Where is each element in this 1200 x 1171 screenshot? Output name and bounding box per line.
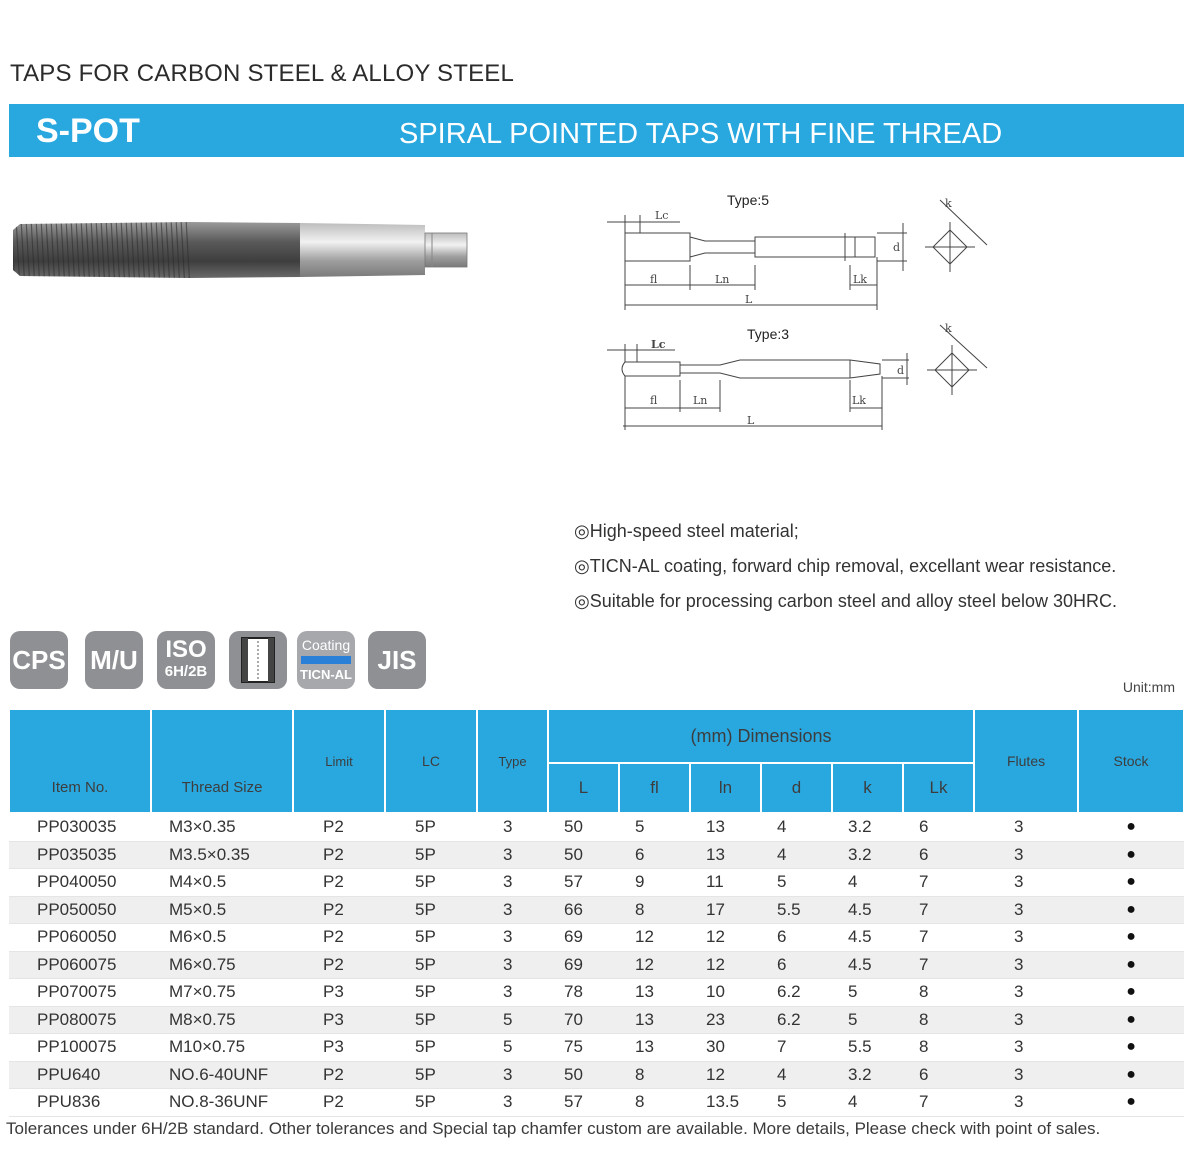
cell-ln: 11 [690,869,761,897]
cell-stock: ● [1078,841,1184,869]
table-row [9,924,1184,952]
cell-lk: 7 [903,1089,974,1117]
cell-k: 5 [832,979,903,1007]
cell-l: 66 [548,896,619,924]
col-flutes: Flutes [974,709,1078,813]
cell-ln: 13.5 [690,1089,761,1117]
cell-d: 4 [761,1061,832,1089]
cell-limit: P2 [293,951,385,979]
cell-lc: 5P [385,924,477,952]
spec-table [8,708,1185,1117]
cell-fl: 13 [619,1034,690,1062]
type5-label-l: L [745,293,753,306]
cell-l: 50 [548,841,619,869]
cell-flutes: 3 [974,841,1078,869]
cell-fl: 8 [619,896,690,924]
cell-l: 69 [548,951,619,979]
table-row [9,813,1184,841]
cell-stock: ● [1078,979,1184,1007]
table-row [9,896,1184,924]
cps-badge: CPS [10,631,68,689]
cell-flutes: 3 [974,869,1078,897]
type3-label-lc: Lc [651,338,666,351]
cell-stock: ● [1078,1061,1184,1089]
cell-lk: 8 [903,1034,974,1062]
cell-item-no: PP050050 [9,896,151,924]
cell-thread-size: NO.8-36UNF [151,1089,293,1117]
cell-fl: 13 [619,1006,690,1034]
col-type: Type [477,709,548,813]
type3-label-k: k [945,322,952,335]
cell-thread-size: M7×0.75 [151,979,293,1007]
cell-d: 4 [761,813,832,841]
type3-title: Type:3 [747,326,790,342]
table-row [9,1089,1184,1117]
cell-lk: 6 [903,841,974,869]
cell-limit: P2 [293,924,385,952]
flute-icon [229,631,287,689]
category-heading: TAPS FOR CARBON STEEL & ALLOY STEEL [10,60,515,87]
cell-thread-size: M3.5×0.35 [151,841,293,869]
cell-lk: 7 [903,896,974,924]
cell-thread-size: M6×0.75 [151,951,293,979]
cell-limit: P2 [293,1089,385,1117]
iso-badge-top: ISO [165,636,207,663]
type3-label-lk: Lk [852,394,866,407]
cell-d: 4 [761,841,832,869]
cell-fl: 8 [619,1089,690,1117]
type3-label-l: L [747,414,755,427]
product-code: S-POT [36,112,140,150]
cell-thread-size: M3×0.35 [151,813,293,841]
cell-l: 57 [548,1089,619,1117]
type5-title: Type:5 [727,192,770,208]
cell-limit: P3 [293,979,385,1007]
cell-k: 3.2 [832,841,903,869]
cell-k: 4 [832,1089,903,1117]
cell-item-no: PPU640 [9,1061,151,1089]
cell-fl: 6 [619,841,690,869]
cell-k: 5.5 [832,1034,903,1062]
cell-thread-size: M8×0.75 [151,1006,293,1034]
col-stock: Stock [1078,709,1184,813]
cell-l: 70 [548,1006,619,1034]
cell-item-no: PP100075 [9,1034,151,1062]
cell-flutes: 3 [974,951,1078,979]
cell-lk: 6 [903,813,974,841]
cell-type: 5 [477,1006,548,1034]
cell-flutes: 3 [974,1006,1078,1034]
type3-diagram [595,320,995,435]
feature-material: ◎High-speed steel material; [574,521,799,541]
feature-application: ◎Suitable for processing carbon steel and alloy steel below 30HRC. [574,591,1117,611]
cell-stock: ● [1078,869,1184,897]
cell-l: 75 [548,1034,619,1062]
col-limit: Limit [293,709,385,813]
cell-ln: 13 [690,841,761,869]
cell-lc: 5P [385,1006,477,1034]
cell-lc: 5P [385,1061,477,1089]
cell-type: 3 [477,869,548,897]
cell-lc: 5P [385,869,477,897]
cell-d: 5 [761,1089,832,1117]
cell-stock: ● [1078,1034,1184,1062]
cell-d: 6.2 [761,979,832,1007]
cell-fl: 5 [619,813,690,841]
cell-item-no: PP060050 [9,924,151,952]
table-row [9,1006,1184,1034]
type5-label-fl: fl [650,273,658,286]
cell-ln: 30 [690,1034,761,1062]
type3-label-ln: Ln [693,394,708,407]
type3-label-d: d [897,364,905,377]
col-dim-l: L [548,763,619,813]
cell-fl: 13 [619,979,690,1007]
cell-lc: 5P [385,841,477,869]
type5-diagram [595,185,995,315]
cell-stock: ● [1078,1089,1184,1117]
cell-lc: 5P [385,813,477,841]
cell-stock: ● [1078,813,1184,841]
cell-ln: 17 [690,896,761,924]
table-row [9,951,1184,979]
cell-item-no: PP030035 [9,813,151,841]
col-dim-fl: fl [619,763,690,813]
cell-thread-size: M5×0.5 [151,896,293,924]
cell-type: 3 [477,979,548,1007]
cell-item-no: PP060075 [9,951,151,979]
cell-stock: ● [1078,896,1184,924]
cell-d: 6 [761,924,832,952]
cell-item-no: PP035035 [9,841,151,869]
cell-d: 6 [761,951,832,979]
cell-k: 4.5 [832,924,903,952]
cell-stock: ● [1078,951,1184,979]
col-dim-k: k [832,763,903,813]
type5-label-ln: Ln [715,273,730,286]
mu-badge: M/U [85,631,143,689]
cell-k: 4.5 [832,896,903,924]
col-item-no: Item No. [9,709,151,813]
cell-lk: 6 [903,1061,974,1089]
table-row [9,979,1184,1007]
cell-l: 57 [548,869,619,897]
feature-coating: ◎TICN-AL coating, forward chip removal, excellant wear resistance. [574,556,1117,576]
table-row [9,841,1184,869]
cell-k: 3.2 [832,813,903,841]
cell-lk: 8 [903,979,974,1007]
cell-type: 5 [477,1034,548,1062]
cell-stock: ● [1078,1006,1184,1034]
coating-badge [297,631,355,689]
type3-label-fl: fl [650,394,658,407]
jis-badge: JIS [368,631,426,689]
cell-lc: 5P [385,1034,477,1062]
table-row [9,1034,1184,1062]
cell-k: 4.5 [832,951,903,979]
cell-flutes: 3 [974,813,1078,841]
cell-type: 3 [477,1061,548,1089]
cell-k: 4 [832,869,903,897]
cell-lc: 5P [385,979,477,1007]
cell-ln: 23 [690,1006,761,1034]
cell-item-no: PP070075 [9,979,151,1007]
col-dim-ln: ln [690,763,761,813]
cell-thread-size: M4×0.5 [151,869,293,897]
cell-lk: 7 [903,924,974,952]
cell-fl: 8 [619,1061,690,1089]
cell-fl: 12 [619,951,690,979]
iso-badge-bottom: 6H/2B [164,663,208,680]
product-title: SPIRAL POINTED TAPS WITH FINE THREAD [399,118,1003,150]
cell-ln: 10 [690,979,761,1007]
cell-item-no: PPU836 [9,1089,151,1117]
coating-badge-top: Coating [301,637,351,653]
cell-flutes: 3 [974,896,1078,924]
cell-flutes: 3 [974,1034,1078,1062]
type5-label-d: d [893,241,901,254]
cell-d: 5.5 [761,896,832,924]
type5-label-lk: Lk [853,273,867,286]
cell-fl: 9 [619,869,690,897]
cell-d: 6.2 [761,1006,832,1034]
cell-type: 3 [477,924,548,952]
col-dim-d: d [761,763,832,813]
cell-lk: 7 [903,869,974,897]
cell-flutes: 3 [974,1061,1078,1089]
cell-item-no: PP040050 [9,869,151,897]
cell-l: 69 [548,924,619,952]
cell-limit: P2 [293,1061,385,1089]
cell-item-no: PP080075 [9,1006,151,1034]
cell-limit: P2 [293,841,385,869]
footnote: Tolerances under 6H/2B standard. Other tolerances and Special tap chamfer custom are available. More details, Please check with point of sales. [6,1119,1101,1138]
cell-k: 5 [832,1006,903,1034]
cell-lc: 5P [385,896,477,924]
cell-l: 50 [548,1061,619,1089]
table-row [9,869,1184,897]
cell-l: 78 [548,979,619,1007]
coating-badge-bottom: TICN-AL [300,667,352,682]
cell-flutes: 3 [974,979,1078,1007]
cell-limit: P2 [293,869,385,897]
product-banner [9,104,1184,157]
cell-limit: P2 [293,896,385,924]
cell-ln: 12 [690,1061,761,1089]
cell-stock: ● [1078,924,1184,952]
cell-k: 3.2 [832,1061,903,1089]
col-dimensions: (mm) Dimensions [548,709,974,763]
cell-type: 3 [477,951,548,979]
cell-type: 3 [477,813,548,841]
cell-type: 3 [477,1089,548,1117]
cell-lc: 5P [385,1089,477,1117]
table-row [9,1061,1184,1089]
type5-label-lc: Lc [655,209,669,222]
col-lc: LC [385,709,477,813]
cell-lk: 7 [903,951,974,979]
unit-label: Unit:mm [1122,679,1175,695]
cell-flutes: 3 [974,1089,1078,1117]
col-thread-size: Thread Size [151,709,293,813]
tap-photo [10,200,480,290]
cell-d: 7 [761,1034,832,1062]
cell-ln: 13 [690,813,761,841]
col-dim-lk: Lk [903,763,974,813]
cell-d: 5 [761,869,832,897]
cell-limit: P3 [293,1006,385,1034]
cell-fl: 12 [619,924,690,952]
cell-limit: P3 [293,1034,385,1062]
cell-limit: P2 [293,813,385,841]
cell-type: 3 [477,841,548,869]
cell-lk: 8 [903,1006,974,1034]
cell-l: 50 [548,813,619,841]
cell-ln: 12 [690,924,761,952]
type5-label-k: k [945,197,952,210]
cell-type: 3 [477,896,548,924]
cell-thread-size: M10×0.75 [151,1034,293,1062]
cell-ln: 12 [690,951,761,979]
cell-flutes: 3 [974,924,1078,952]
iso-badge [157,631,215,689]
cell-lc: 5P [385,951,477,979]
coating-color-bar [301,656,351,664]
cell-thread-size: M6×0.5 [151,924,293,952]
cell-thread-size: NO.6-40UNF [151,1061,293,1089]
